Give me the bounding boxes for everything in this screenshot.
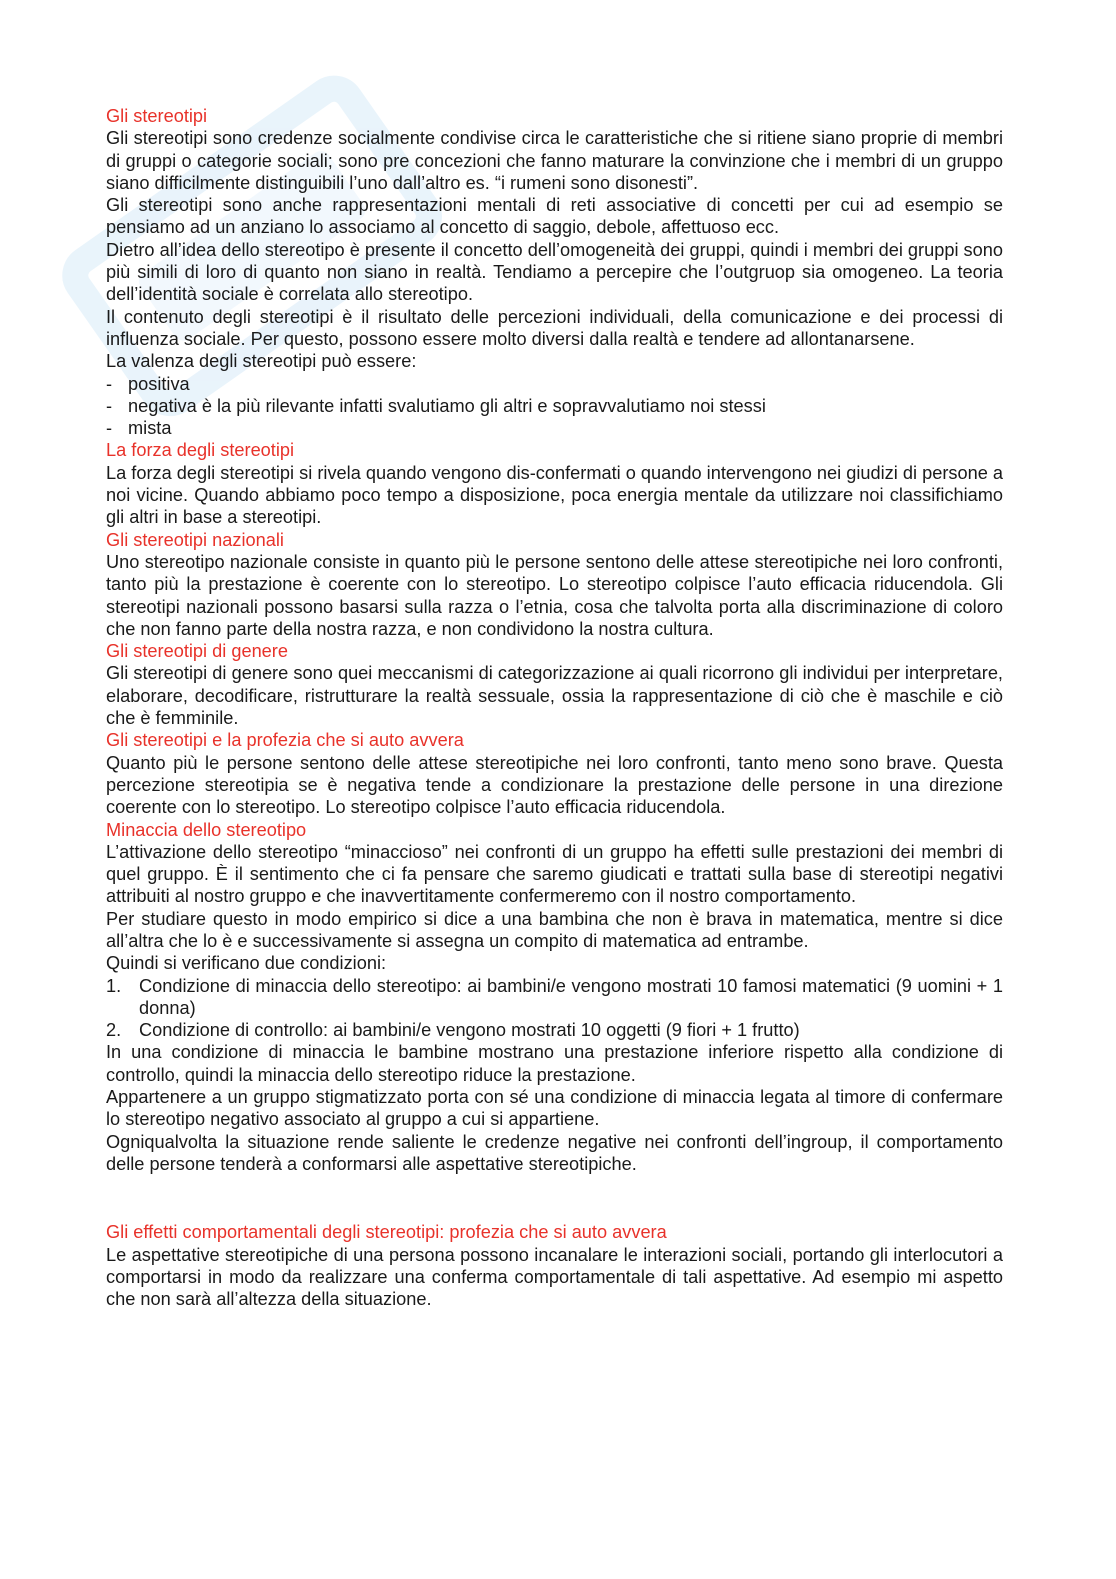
valence-list [106, 373, 1003, 440]
section-heading: La forza degli stereotipi [106, 440, 295, 461]
paragraph: Per studiare questo in modo empirico si dice a una bambina che non è brava in matematica, mentre si dice all’altra che lo è e successivamente si assegna un compito di matematica ad entrambe. [106, 908, 1003, 951]
document-page [106, 105, 1003, 1310]
paragraph: Il contenuto degli stereotipi è il risultato delle percezioni individuali, della comunicazione e dei processi di influenza sociale. Per questo, possono essere molto diversi dalla realtà e tendere ad allontanarsene. [106, 306, 1003, 349]
paragraph: Gli stereotipi sono anche rappresentazioni mentali di reti associative di concetti per cui ad esempio se pensiamo ad un anziano lo associamo al concetto di saggio, debole, affettuoso ecc. [106, 195, 1003, 238]
conditions-list [106, 975, 1003, 1042]
section-heading: Minaccia dello stereotipo [106, 819, 307, 840]
list-item: - positiva [106, 373, 1003, 395]
paragraph: Gli stereotipi di genere sono quei meccanismi di categorizzazione ai quali ricorrono gli individui per interpretare, elaborare, decodificare, ristrutturare la realtà sessuale, ossia la rappresentazione di ciò che è maschile e ciò che è femminile. [106, 663, 1003, 729]
section-heading: Gli stereotipi [106, 106, 208, 126]
list-item [106, 1019, 1003, 1041]
list-item: - mista [106, 417, 1003, 439]
paragraph: Le aspettative stereotipiche di una persona possono incanalare le interazioni sociali, portando gli interlocutori a comportarsi in modo da realizzare una conferma comportamentale di tali aspettative. Ad esempio mi aspetto che non sarà all’altezza della situazione. [106, 1244, 1003, 1310]
list-number: 1. [106, 975, 122, 996]
paragraph: L’attivazione dello stereotipo “minaccioso” nei confronti di un gruppo ha effetti sulle prestazioni dei membri di quel gruppo. È il sentimento che ci fa pensare che saremo giudicati e trattati sulla base di stereotipi negativi attribuiti al nostro gruppo e che inavvertitamente confermeremo con il nostro comportamento. [106, 841, 1003, 907]
paragraph: Dietro all’idea dello stereotipo è presente il concetto dell’omogeneità dei gruppi, quindi i membri dei gruppi sono più simili di loro di quanto non siano in realtà. Tendiamo a percepire che l’outgruop sia omogeneo. La teoria dell’identità sociale è correlata allo stereotipo. [106, 239, 1003, 305]
paragraph: La forza degli stereotipi si rivela quando vengono dis-confermati o quando intervengono nei giudizi di persone a noi vicine. Quando abbiamo poco tempo a disposizione, poca energia mentale da utilizzare noi classifichiamo gli altri in base a stereotipi. [106, 462, 1003, 528]
paragraph: Gli stereotipi sono credenze socialmente condivise circa le caratteristiche che si ritiene siano proprie di membri di gruppi o categorie sociali; sono pre concezioni che fanno maturare la convinzione che i membri di un gruppo siano difficilmente distinguibili l’uno dall’altro es. “i rumeni sono disonesti”. [106, 128, 1003, 193]
list-item: - negativa è la più rilevante infatti svalutiamo gli altri e sopravvalutiamo noi stessi [106, 395, 1003, 417]
section-heading: Gli stereotipi di genere [106, 641, 288, 662]
paragraph: Uno stereotipo nazionale consiste in quanto più le persone sentono delle attese stereotipiche nei loro confronti, tanto più la prestazione è coerente con lo stereotipo. Lo stereotipo colpisce l’auto efficacia riducendola. Gli stereotipi nazionali possono basarsi sulla razza o l’etnia, cosa che talvolta porta alla discriminazione di coloro che non fanno parte della nostra razza, e non condividono la nostra cultura. [106, 551, 1003, 639]
paragraph: In una condizione di minaccia le bambine mostrano una prestazione inferiore rispetto alla condizione di controllo, quindi la minaccia dello stereotipo riduce la prestazione. [106, 1042, 1003, 1085]
section-heading: Gli stereotipi e la profezia che si auto avvera [106, 730, 464, 751]
list-item [106, 975, 1003, 1020]
paragraph: Quanto più le persone sentono delle attese stereotipiche nei loro confronti, tanto meno sono brave. Questa percezione stereotipia se è negativa tende a condizionare la prestazione delle persone in una direzione coerente con lo stereotipo. Lo stereotipo colpisce l’auto efficacia riducendola. [106, 752, 1003, 818]
paragraph: Quindi si verificano due condizioni: [106, 953, 387, 974]
list-item-text: Condizione di minaccia dello stereotipo: ai bambini/e vengono mostrati 10 famosi matematici (9 uomini + 1 donna) [139, 975, 1003, 1018]
paragraph: La valenza degli stereotipi può essere: [106, 351, 417, 372]
section-heading: Gli effetti comportamentali degli stereotipi: profezia che si auto avvera [106, 1222, 667, 1243]
section-heading: Gli stereotipi nazionali [106, 529, 284, 550]
paragraph: Ogniqualvolta la situazione rende saliente le credenze negative nei confronti dell’ingroup, il comportamento delle persone tenderà a conformarsi alle aspettative stereotipiche. [106, 1131, 1003, 1174]
list-item-text: Condizione di controllo: ai bambini/e vengono mostrati 10 oggetti (9 fiori + 1 frutto) [139, 1020, 800, 1041]
list-number: 2. [106, 1020, 122, 1041]
section-spacer [106, 1175, 1003, 1221]
paragraph: Appartenere a un gruppo stigmatizzato porta con sé una condizione di minaccia legata al timore di confermare lo stereotipo negativo associato al gruppo a cui si appartiene. [106, 1087, 1003, 1130]
